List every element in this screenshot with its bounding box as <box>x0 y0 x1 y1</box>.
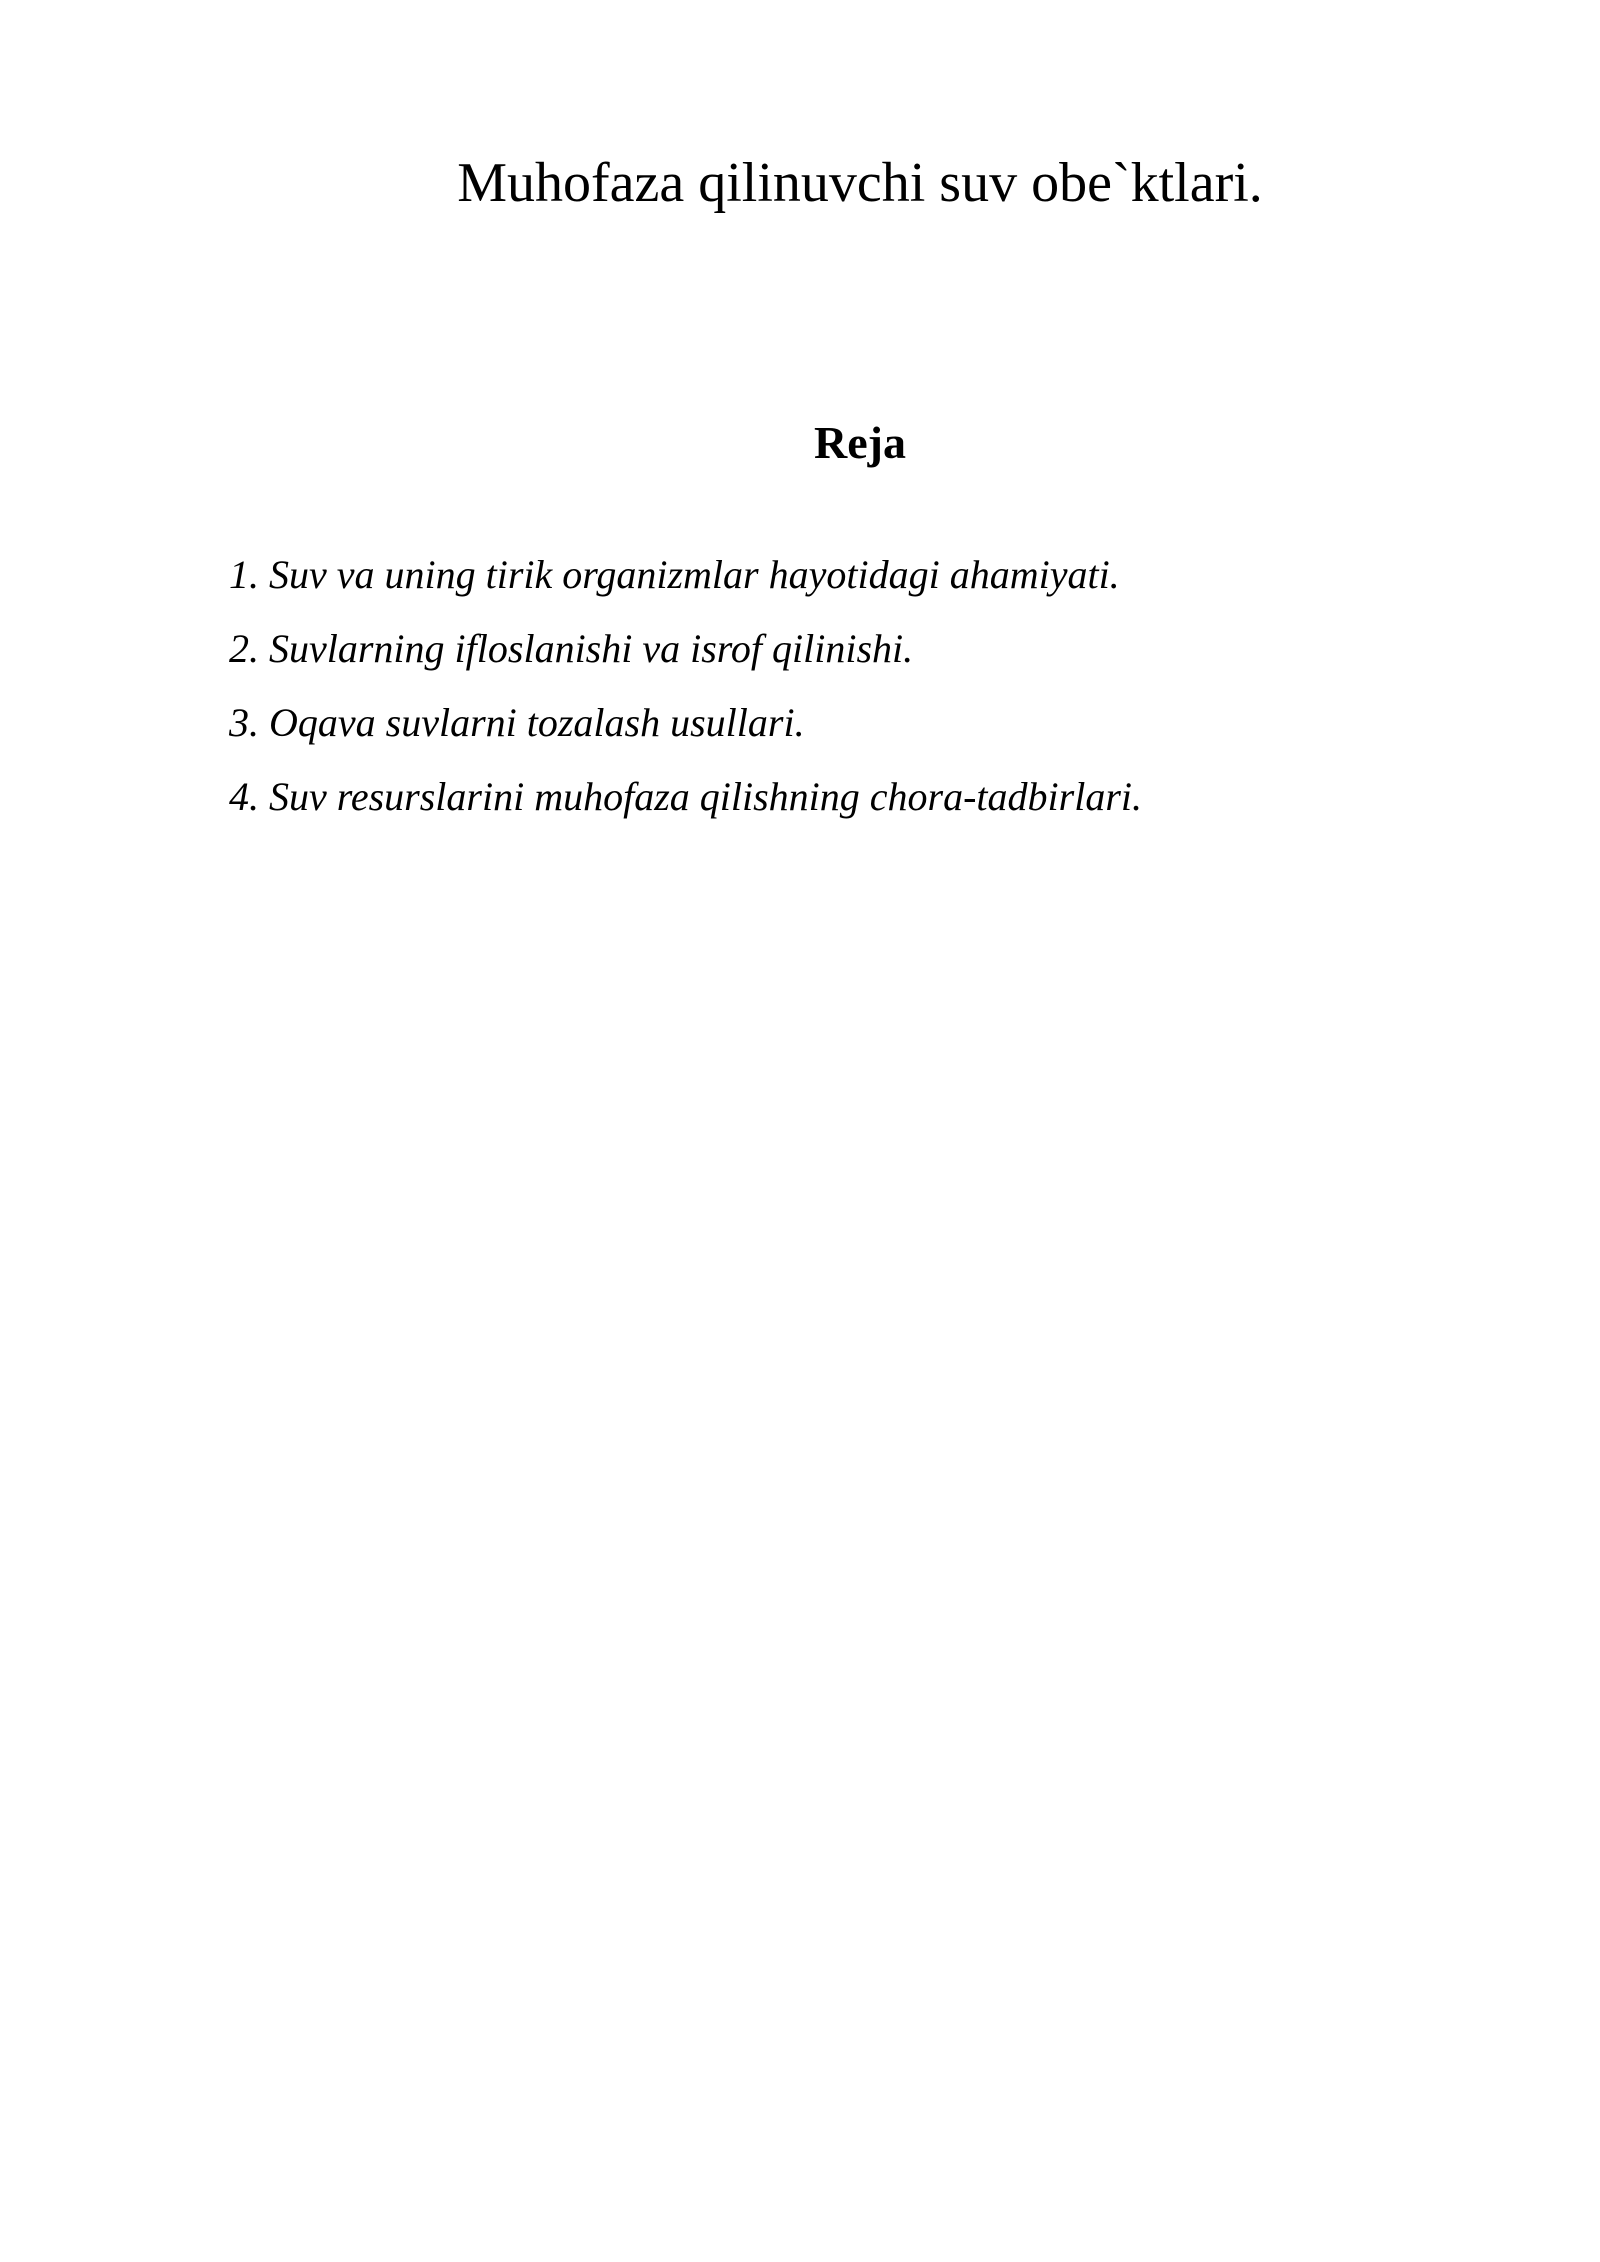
plan-item-3: 3. Oqava suvlarni tozalash usullari. <box>229 700 805 745</box>
plan-list <box>229 538 1142 834</box>
document-title: Muhofaza qilinuvchi suv obe`ktlari. <box>457 152 1263 214</box>
plan-item-1: 1. Suv va uning tirik organizmlar hayotidagi ahamiyati. <box>229 552 1120 597</box>
plan-item-4: 4. Suv resurslarini muhofaza qilishning chora-tadbirlari. <box>229 774 1143 819</box>
plan-item-2: 2. Suvlarning ifloslanishi va isrof qilinishi. <box>229 626 914 671</box>
plan-heading: Reja <box>814 417 906 468</box>
